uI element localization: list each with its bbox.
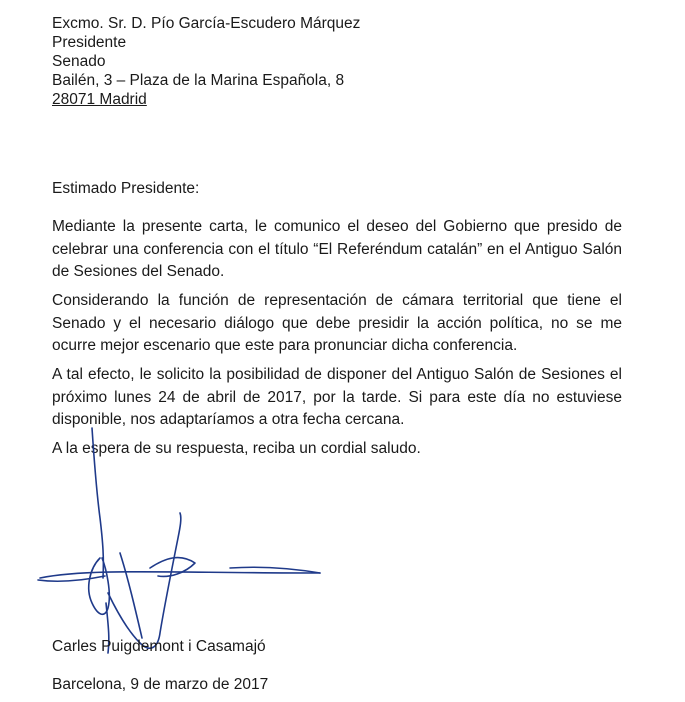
recipient-institution: Senado [52, 53, 106, 70]
place-and-date: Barcelona, 9 de marzo de 2017 [52, 676, 269, 693]
recipient-address [52, 14, 360, 109]
paragraph-3: A tal efecto, le solicito la posibilidad de disponer del Antiguo Salón de Sesiones el próximo lunes 24 de abril de 2017, por la tarde. Si para este día no estuviese disponible, nos adaptaríamos a otra fecha cercana. [52, 366, 622, 428]
paragraph-1: Mediante la presente carta, le comunico el deseo del Gobierno que presido de celebrar una conferencia con el título “El Referéndum catalán” en el Antiguo Salón de Sesiones del Senado. [52, 218, 622, 280]
recipient-name: Excmo. Sr. D. Pío García-Escudero Márquez [52, 15, 361, 32]
recipient-city: 28071 Madrid [52, 91, 147, 108]
signer-name: Carles Puigdemont i Casamajó [52, 638, 266, 655]
paragraph-4: A la espera de su respuesta, reciba un cordial saludo. [52, 440, 421, 457]
recipient-title: Presidente [52, 34, 127, 51]
handwritten-signature [30, 418, 330, 673]
paragraph-2: Considerando la función de representación de cámara territorial que tiene el Senado y el necesario diálogo que debe presidir la acción política, no se me ocurre mejor escenario que este para pronunciar dicha conferencia. [52, 292, 622, 354]
recipient-street: Bailén, 3 – Plaza de la Marina Española, 8 [52, 72, 345, 89]
greeting: Estimado Presidente: [52, 180, 200, 197]
